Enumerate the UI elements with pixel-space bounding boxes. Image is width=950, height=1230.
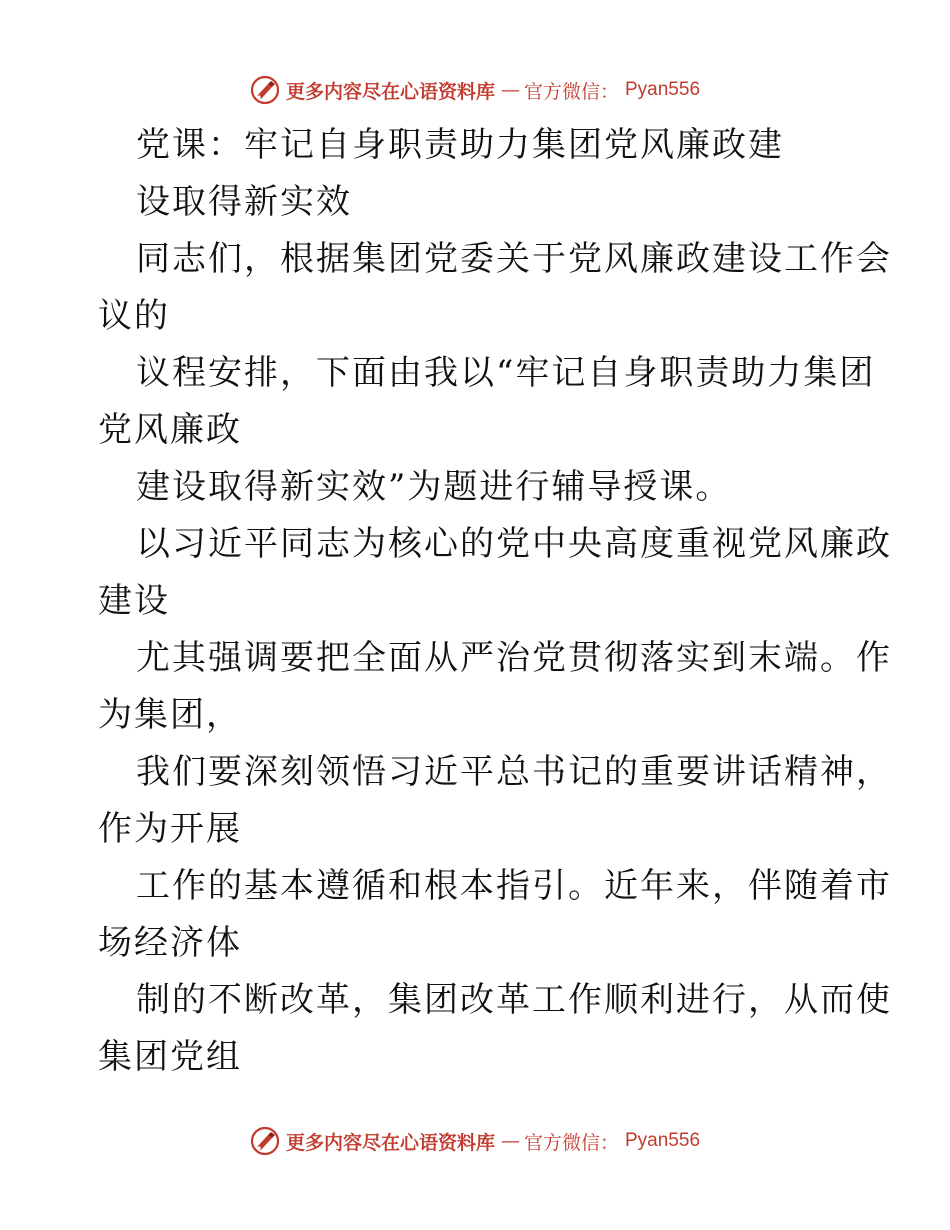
paragraph-line: 同志们，根据集团党委关于党风廉政建设工作会: [136, 239, 892, 279]
footer-watermark: [0, 1121, 950, 1161]
paragraph-line: 集团党组: [98, 1037, 242, 1077]
watermark-main-text: 更多内容尽在心语资料库: [285, 80, 495, 103]
watermark-wechat-id: Pyan556: [625, 79, 701, 100]
paragraph-line: 场经济体: [98, 923, 242, 963]
paragraph-line: 为集团，: [98, 695, 242, 735]
paragraph-line: 建设取得新实效”为题进行辅导授课。: [136, 467, 732, 507]
paragraph-line: 议的: [98, 296, 170, 336]
paragraph-line: 我们要深刻领悟习近平总书记的重要讲话精神，: [136, 752, 892, 792]
watermark-main-text: 更多内容尽在心语资料库: [285, 1131, 495, 1154]
watermark-dash: —: [500, 79, 518, 101]
document-body: [98, 117, 892, 1086]
paragraph-line: 尤其强调要把全面从严治党贯彻落实到末端。作: [136, 638, 892, 678]
paragraph-line: 工作的基本遵循和根本指引。近年来，伴随着市: [136, 866, 892, 906]
watermark-dash: —: [500, 1130, 518, 1152]
paragraph-line: 议程安排，下面由我以“牢记自身职责助力集团: [136, 353, 876, 393]
paragraph-line: 作为开展: [98, 809, 242, 849]
title-line-1: 党课：牢记自身职责助力集团党风廉政建: [136, 125, 784, 165]
paragraph-line: 以习近平同志为核心的党中央高度重视党风廉政: [136, 524, 892, 564]
paragraph-line: 建设: [98, 581, 170, 621]
watermark-sub-text: 官方微信：: [523, 80, 619, 103]
watermark-wechat-id: Pyan556: [625, 1130, 701, 1151]
title-line-2: 设取得新实效: [136, 182, 352, 222]
paragraph-line: 制的不断改革，集团改革工作顺利进行，从而使: [136, 980, 892, 1020]
watermark-sub-text: 官方微信：: [523, 1131, 619, 1154]
pen-logo-icon: [250, 1126, 280, 1156]
paragraph-line: 党风廉政: [98, 410, 242, 450]
header-watermark: [0, 70, 950, 110]
pen-logo-icon: [250, 75, 280, 105]
